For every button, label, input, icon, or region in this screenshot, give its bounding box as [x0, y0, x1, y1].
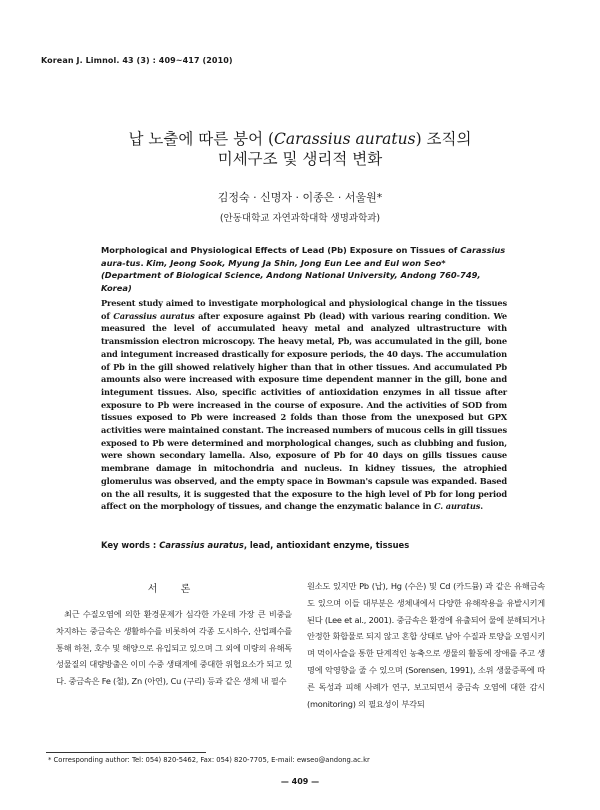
- page-number: — 409 —: [280, 777, 320, 786]
- body-column-right: 원소도 있지만 Pb (납), Hg (수은) 및 Cd (카드뮴) 과 같은 유해금속도 있으며 이들 대부분은 생체내에서 다양한 유해작용을 유발시키게 된다 (Lee et al., 2001). 중금속은 환경에 유출되어 물에 분해되거나 안정한 화합물로 되지 않고 혼합 상태로 남아 수질과 토양을 오염시키며 먹이사슬을 통한 단계적인 농축으로 생물의 활동에 장애를 주고 생명에 악영향을 줄 수 있으며 (Sorensen, 1991), 소위 생물증폭에 따른 독성과 피해 사례가 연구, 보고되면서 중금속 오염에 대한 감시 (monitoring) 의 필요성이 부각되: [307, 581, 545, 709]
- abstract-text-2: after exposure against Pb (lead) with various rearing condition. We measured the level of accumulated heavy metal and analyzed ultrastructure with transmission electron microscopy. The heavy metal, Pb, was accumulated in the gill, bone and integument increased drastically for exposure periods, the 40 days. The accumulation of Pb in the gill showed relatively higher than that in other tissues. And accumulated Pb amounts also were increased with exposure time dependent manner in the gill, bone and integument tissues. Also, specific activities of antioxidation enzymes in all tissue after exposure to Pb were increased in the course of exposure. And the activities of SOD from tissues exposed to Pb were increased 2 folds than those from the unexposed but GPX activities were maintained constant. The increased numbers of mucous cells in gill tissues exposed to Pb were determined and morphological changes, such as clubbing and fusion, were shown secondary lamella. Also, exposure of Pb for 40 days on gills tissues cause membrane damage in mitochondria and nucleus. In kidney tissues, the atrophied glomerulus was observed, and the empty space in Bowman's capsule was expanded. Based on the all results, it is suggested that the exposure to the high level of Pb for long period affect on the morphology of tissues, and change the enzymatic balance in: [101, 310, 507, 512]
- korean-title-line-2: 미세구조 및 생리적 변화: [217, 150, 383, 168]
- korean-affiliation: (안동대학교 자연과학대학 생명과학과): [219, 213, 381, 224]
- english-title-block: [101, 244, 507, 294]
- journal-reference: Korean J. Limnol. 43 (3) : 409~417 (2010): [41, 56, 233, 65]
- abstract-species-1: Carassius auratus: [113, 310, 195, 321]
- abstract-species-2: C. auratus: [434, 501, 481, 512]
- english-title-species: Carassius aura-tus: [101, 245, 506, 268]
- english-authors-affiliation: Kim, Jeong Sook, Myung Ja Shin, Jong Eun Lee and Eul won Seo* (Department of Biological Science, Andong National University, Andong 760-749, Korea): [101, 257, 481, 293]
- keywords: [101, 540, 507, 550]
- abstract-text-1: Present study aimed to investigate morphological and physiological change in the tissues of: [101, 298, 507, 321]
- title-suffix: ) 조직의: [415, 130, 472, 148]
- english-title-prefix: Morphological and Physiological Effects of Lead (Pb) Exposure on Tissues of: [101, 245, 461, 255]
- section-heading-introduction: 서 론: [147, 584, 201, 595]
- abstract-text-3: .: [480, 501, 483, 512]
- abstract: [101, 297, 507, 513]
- korean-authors: 김정숙 · 신명자 · 이종은 · 서울원*: [217, 191, 383, 204]
- footnote-corresponding-author: * Corresponding author: Tel: 054) 820-5462, Fax: 054) 820-7705, E-mail: ewseo@andong.ac.kr: [48, 756, 370, 764]
- title-prefix: 납 노출에 따른 붕어 (: [128, 130, 275, 148]
- keywords-species: Carassius auratus: [159, 540, 244, 550]
- korean-title-line-1: [60, 128, 540, 150]
- body-column-left: 최근 수질오염에 의한 환경문제가 심각한 가운데 가장 큰 비중을 차지하는 중금속은 생활하수를 비롯하여 각종 도시하수, 산업폐수를 통해 하천, 호수 및 해양으로 유입되고 있으며 그 외에 미량의 유해독성물질의 대량방출은 이미 수중 생태계에 중대한 위협요소가 되고 있다. 중금속은 Fe (철), Zn (아연), Cu (구리) 등과 같은 생체 내 필수: [56, 609, 292, 687]
- english-title-suffix: .: [140, 257, 144, 268]
- footnote-divider: [46, 752, 206, 753]
- keywords-label: Key words :: [101, 540, 160, 550]
- title-species: Carassius auratus: [274, 130, 416, 148]
- keywords-rest: , lead, antioxidant enzyme, tissues: [243, 540, 410, 550]
